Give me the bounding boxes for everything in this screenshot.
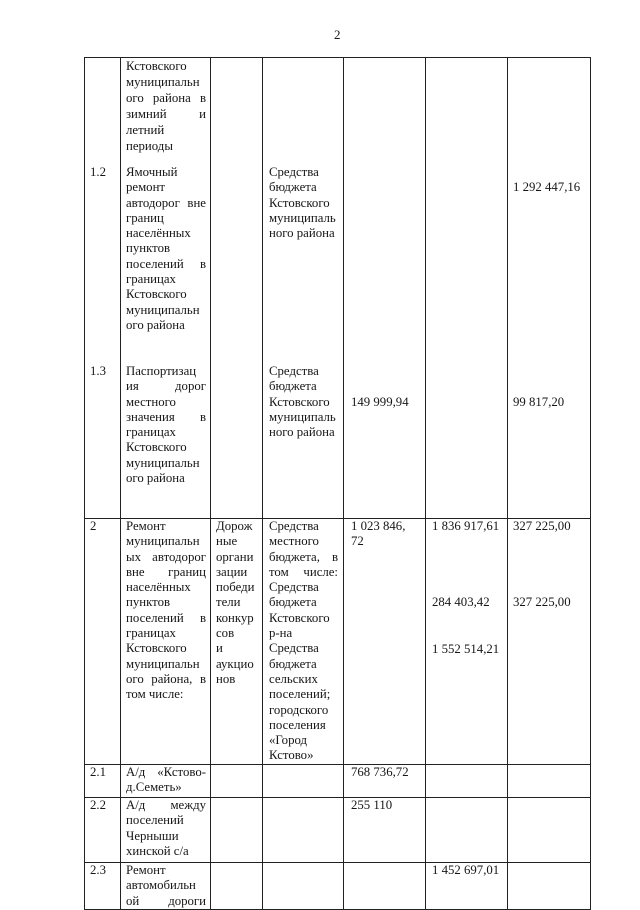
- cell-executor: [211, 364, 263, 519]
- cell-number: [85, 863, 121, 910]
- text-line: Средства: [269, 165, 319, 179]
- cell-name: [121, 165, 211, 364]
- text-line: 1 836 917,61: [432, 519, 500, 533]
- text-line: 1 023 846,: [351, 519, 406, 533]
- cell-executor: [211, 798, 263, 863]
- cell-amount-2: [426, 364, 508, 519]
- cell-name: [121, 58, 211, 166]
- text-line: границ: [126, 210, 164, 225]
- text-line: сельских: [269, 671, 318, 686]
- text-line: Средства: [269, 364, 319, 378]
- table-row-2-2: [85, 798, 591, 863]
- text-line: Средства: [269, 519, 319, 533]
- table-row-1-3: [85, 364, 591, 519]
- text-line: населённых: [126, 226, 191, 241]
- text-line: 255 110: [351, 798, 393, 812]
- text-line: поселения: [269, 717, 326, 732]
- text-line: «Город: [269, 733, 308, 748]
- cell-executor: [211, 165, 263, 364]
- text-line: ремонт: [126, 180, 166, 195]
- text-line: 1.2: [90, 165, 106, 179]
- text-line: сов: [216, 626, 235, 641]
- cell-amount-1: [344, 364, 426, 519]
- cell-amount-2: [426, 519, 508, 765]
- cell-source: [263, 364, 344, 519]
- text-line: Кстовского: [126, 641, 187, 656]
- text-line: Кстово»: [269, 748, 314, 763]
- cell-amount-3: [508, 165, 591, 364]
- text-line: тели: [216, 595, 241, 610]
- text-line: городского: [269, 702, 329, 717]
- text-line: 2.2: [90, 798, 106, 812]
- text-line: границах: [126, 272, 176, 287]
- cell-source: [263, 798, 344, 863]
- cell-amount-2: [426, 58, 508, 166]
- text-line: автодорог вне: [126, 195, 206, 210]
- cell-name: [121, 863, 211, 910]
- text-line: и: [216, 641, 223, 656]
- text-line: ых автодорог: [126, 549, 206, 564]
- text-line: бюджета: [269, 180, 317, 195]
- text-line: Ремонт: [126, 863, 166, 877]
- text-line: зимний и: [126, 107, 206, 121]
- cell-amount-1: [344, 765, 426, 798]
- cell-source: [263, 765, 344, 798]
- cell-source: [263, 58, 344, 166]
- text-line: 72: [351, 534, 364, 549]
- text-line: ного района: [269, 226, 335, 241]
- text-line: поселений в: [126, 610, 206, 625]
- cell-amount-3: [508, 364, 591, 519]
- text-line: 149 999,94: [351, 395, 409, 409]
- text-line: ого района, в: [126, 671, 206, 686]
- text-line: муниципальн: [126, 75, 200, 89]
- table-row-2: [85, 519, 591, 765]
- cell-number: [85, 765, 121, 798]
- cell-name: [121, 765, 211, 798]
- cell-number: [85, 519, 121, 765]
- cell-source: [263, 165, 344, 364]
- cell-amount-2: [426, 863, 508, 910]
- text-line: Средства: [269, 641, 319, 656]
- text-line: Кстовского: [269, 610, 330, 625]
- cell-executor: [211, 765, 263, 798]
- text-line: нов: [216, 671, 236, 686]
- text-line: бюджета: [269, 656, 317, 671]
- cell-name: [121, 364, 211, 519]
- text-line: местного: [126, 394, 176, 409]
- text-line: ого района в: [126, 91, 206, 105]
- text-line: 2.3: [90, 863, 106, 877]
- text-line: 1 292 447,16: [513, 180, 581, 194]
- text-line: Кстовского: [126, 287, 187, 302]
- cell-number: [85, 798, 121, 863]
- text-line: 768 736,72: [351, 765, 409, 779]
- cell-amount-3: [508, 519, 591, 765]
- text-line: аукцио: [216, 656, 254, 671]
- cell-source: [263, 863, 344, 910]
- text-line: Кстовского: [126, 440, 187, 455]
- text-line: 1.3: [90, 364, 106, 378]
- text-line: том числе:: [269, 564, 338, 579]
- text-line: пунктов: [126, 595, 171, 610]
- cell-amount-1: [344, 165, 426, 364]
- text-line: ия дорог: [126, 379, 206, 394]
- text-line: Кстовского: [126, 59, 187, 73]
- text-line: муниципальн: [126, 656, 200, 671]
- page-number: 2: [334, 27, 341, 42]
- text-line: хинской с/а: [126, 843, 189, 858]
- text-line: органи: [216, 549, 254, 564]
- cell-name: [121, 798, 211, 863]
- text-line: Средства: [269, 580, 319, 595]
- table-row-2-3: [85, 863, 591, 910]
- text-line: периоды: [126, 139, 173, 153]
- cell-number: [85, 364, 121, 519]
- text-line: А/д «Кстово-: [126, 765, 206, 779]
- text-line: местного: [269, 534, 319, 549]
- text-line: ные: [216, 534, 238, 549]
- text-line: муниципаль: [269, 210, 336, 225]
- cell-name: [121, 519, 211, 765]
- text-line: победи: [216, 580, 255, 595]
- text-line: автомобильн: [126, 878, 196, 893]
- text-line: А/д между: [126, 798, 206, 812]
- text-line: границах: [126, 626, 176, 641]
- text-line: муниципаль: [269, 409, 336, 424]
- table-row-2-1: [85, 765, 591, 798]
- budget-table: [84, 57, 591, 910]
- text-line: конкур: [216, 610, 254, 625]
- text-line: ого района: [126, 471, 185, 486]
- text-line: 284 403,42: [432, 595, 490, 610]
- cell-executor: [211, 519, 263, 765]
- text-line: бюджета, в: [269, 549, 338, 564]
- text-line: муниципальн: [126, 534, 200, 549]
- text-line: муниципальн: [126, 455, 200, 470]
- text-line: значения в: [126, 409, 206, 424]
- table-row-1-1-continued: [85, 58, 591, 166]
- text-line: летний: [126, 123, 165, 137]
- text-line: пунктов: [126, 241, 171, 256]
- cell-amount-3: [508, 863, 591, 910]
- text-line: зации: [216, 564, 248, 579]
- text-line: муниципальн: [126, 302, 200, 317]
- cell-source: [263, 519, 344, 765]
- text-line: ного района: [269, 425, 335, 440]
- text-line: р-на: [269, 626, 293, 641]
- text-line: Ямочный: [126, 165, 178, 179]
- text-line: 2: [90, 519, 97, 533]
- cell-amount-3: [508, 765, 591, 798]
- text-line: Паспортизац: [126, 364, 197, 378]
- text-line: ого района: [126, 317, 185, 332]
- cell-amount-3: [508, 798, 591, 863]
- cell-executor: [211, 863, 263, 910]
- text-line: Кстовского: [269, 394, 330, 409]
- cell-amount-3: [508, 58, 591, 166]
- text-line: 327 225,00: [513, 595, 571, 610]
- text-line: вне границ: [126, 564, 206, 579]
- text-line: границах: [126, 425, 176, 440]
- text-line: ой дороги: [126, 893, 206, 908]
- text-line: Кстовского: [269, 195, 330, 210]
- cell-number: [85, 58, 121, 166]
- cell-number: [85, 165, 121, 364]
- text-line: 1 452 697,01: [432, 863, 500, 877]
- text-line: Дорож: [216, 519, 253, 533]
- cell-amount-1: [344, 863, 426, 910]
- text-line: д.Семеть»: [126, 780, 182, 795]
- text-line: бюджета: [269, 595, 317, 610]
- cell-executor: [211, 58, 263, 166]
- text-line: 1 552 514,21: [432, 641, 500, 656]
- text-line: поселений;: [269, 687, 331, 702]
- text-line: бюджета: [269, 379, 317, 394]
- cell-amount-1: [344, 798, 426, 863]
- cell-amount-1: [344, 519, 426, 765]
- cell-amount-2: [426, 798, 508, 863]
- text-line: Ремонт: [126, 519, 166, 533]
- text-line: 2.1: [90, 765, 106, 779]
- text-line: 99 817,20: [513, 395, 565, 409]
- text-line: населённых: [126, 580, 191, 595]
- text-line: 327 225,00: [513, 519, 571, 533]
- cell-amount-1: [344, 58, 426, 166]
- text-line: поселений: [126, 813, 184, 828]
- text-line: том числе:: [126, 687, 184, 702]
- text-line: Черныши: [126, 828, 179, 843]
- cell-amount-2: [426, 165, 508, 364]
- table-row-1-2: [85, 165, 591, 364]
- cell-amount-2: [426, 765, 508, 798]
- text-line: поселений в: [126, 256, 206, 271]
